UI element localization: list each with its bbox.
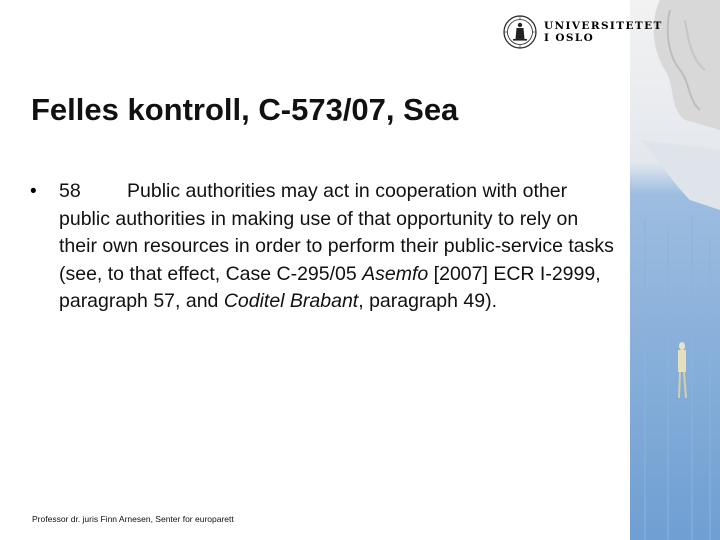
slide-footer: Professor dr. juris Finn Arnesen, Senter for europarett: [32, 514, 234, 524]
university-name-line1: UNIVERSITETET: [544, 20, 663, 32]
bullet-item: [30, 178, 620, 316]
university-name-line2: I OSLO: [544, 32, 595, 44]
decorative-strip: [630, 0, 720, 540]
case-name-coditel: Coditel Brabant: [223, 290, 359, 312]
university-seal-icon: [503, 15, 537, 49]
statue-image: [630, 0, 720, 540]
paragraph-number: 58: [59, 180, 81, 202]
bullet-text-part2: [2007] ECR I‑2999, paragraph 57, and: [59, 262, 601, 312]
case-name-asemfo: Asemfo: [362, 262, 429, 285]
bullet-text-part1: Public authorities may act in cooperation with other public authorities in making use of that opportunity to rely on their own resources in order to perform their public-service tasks (see, to that effect, Case C‑295/05: [59, 180, 614, 285]
bullet-marker: •: [30, 181, 37, 202]
university-logo: [503, 14, 663, 50]
bullet-text-part3: , paragraph 49).: [358, 290, 497, 312]
slide-title: Felles kontroll, C-573/07, Sea: [31, 92, 459, 127]
bullet-text: [59, 178, 620, 316]
university-name: [544, 20, 663, 44]
